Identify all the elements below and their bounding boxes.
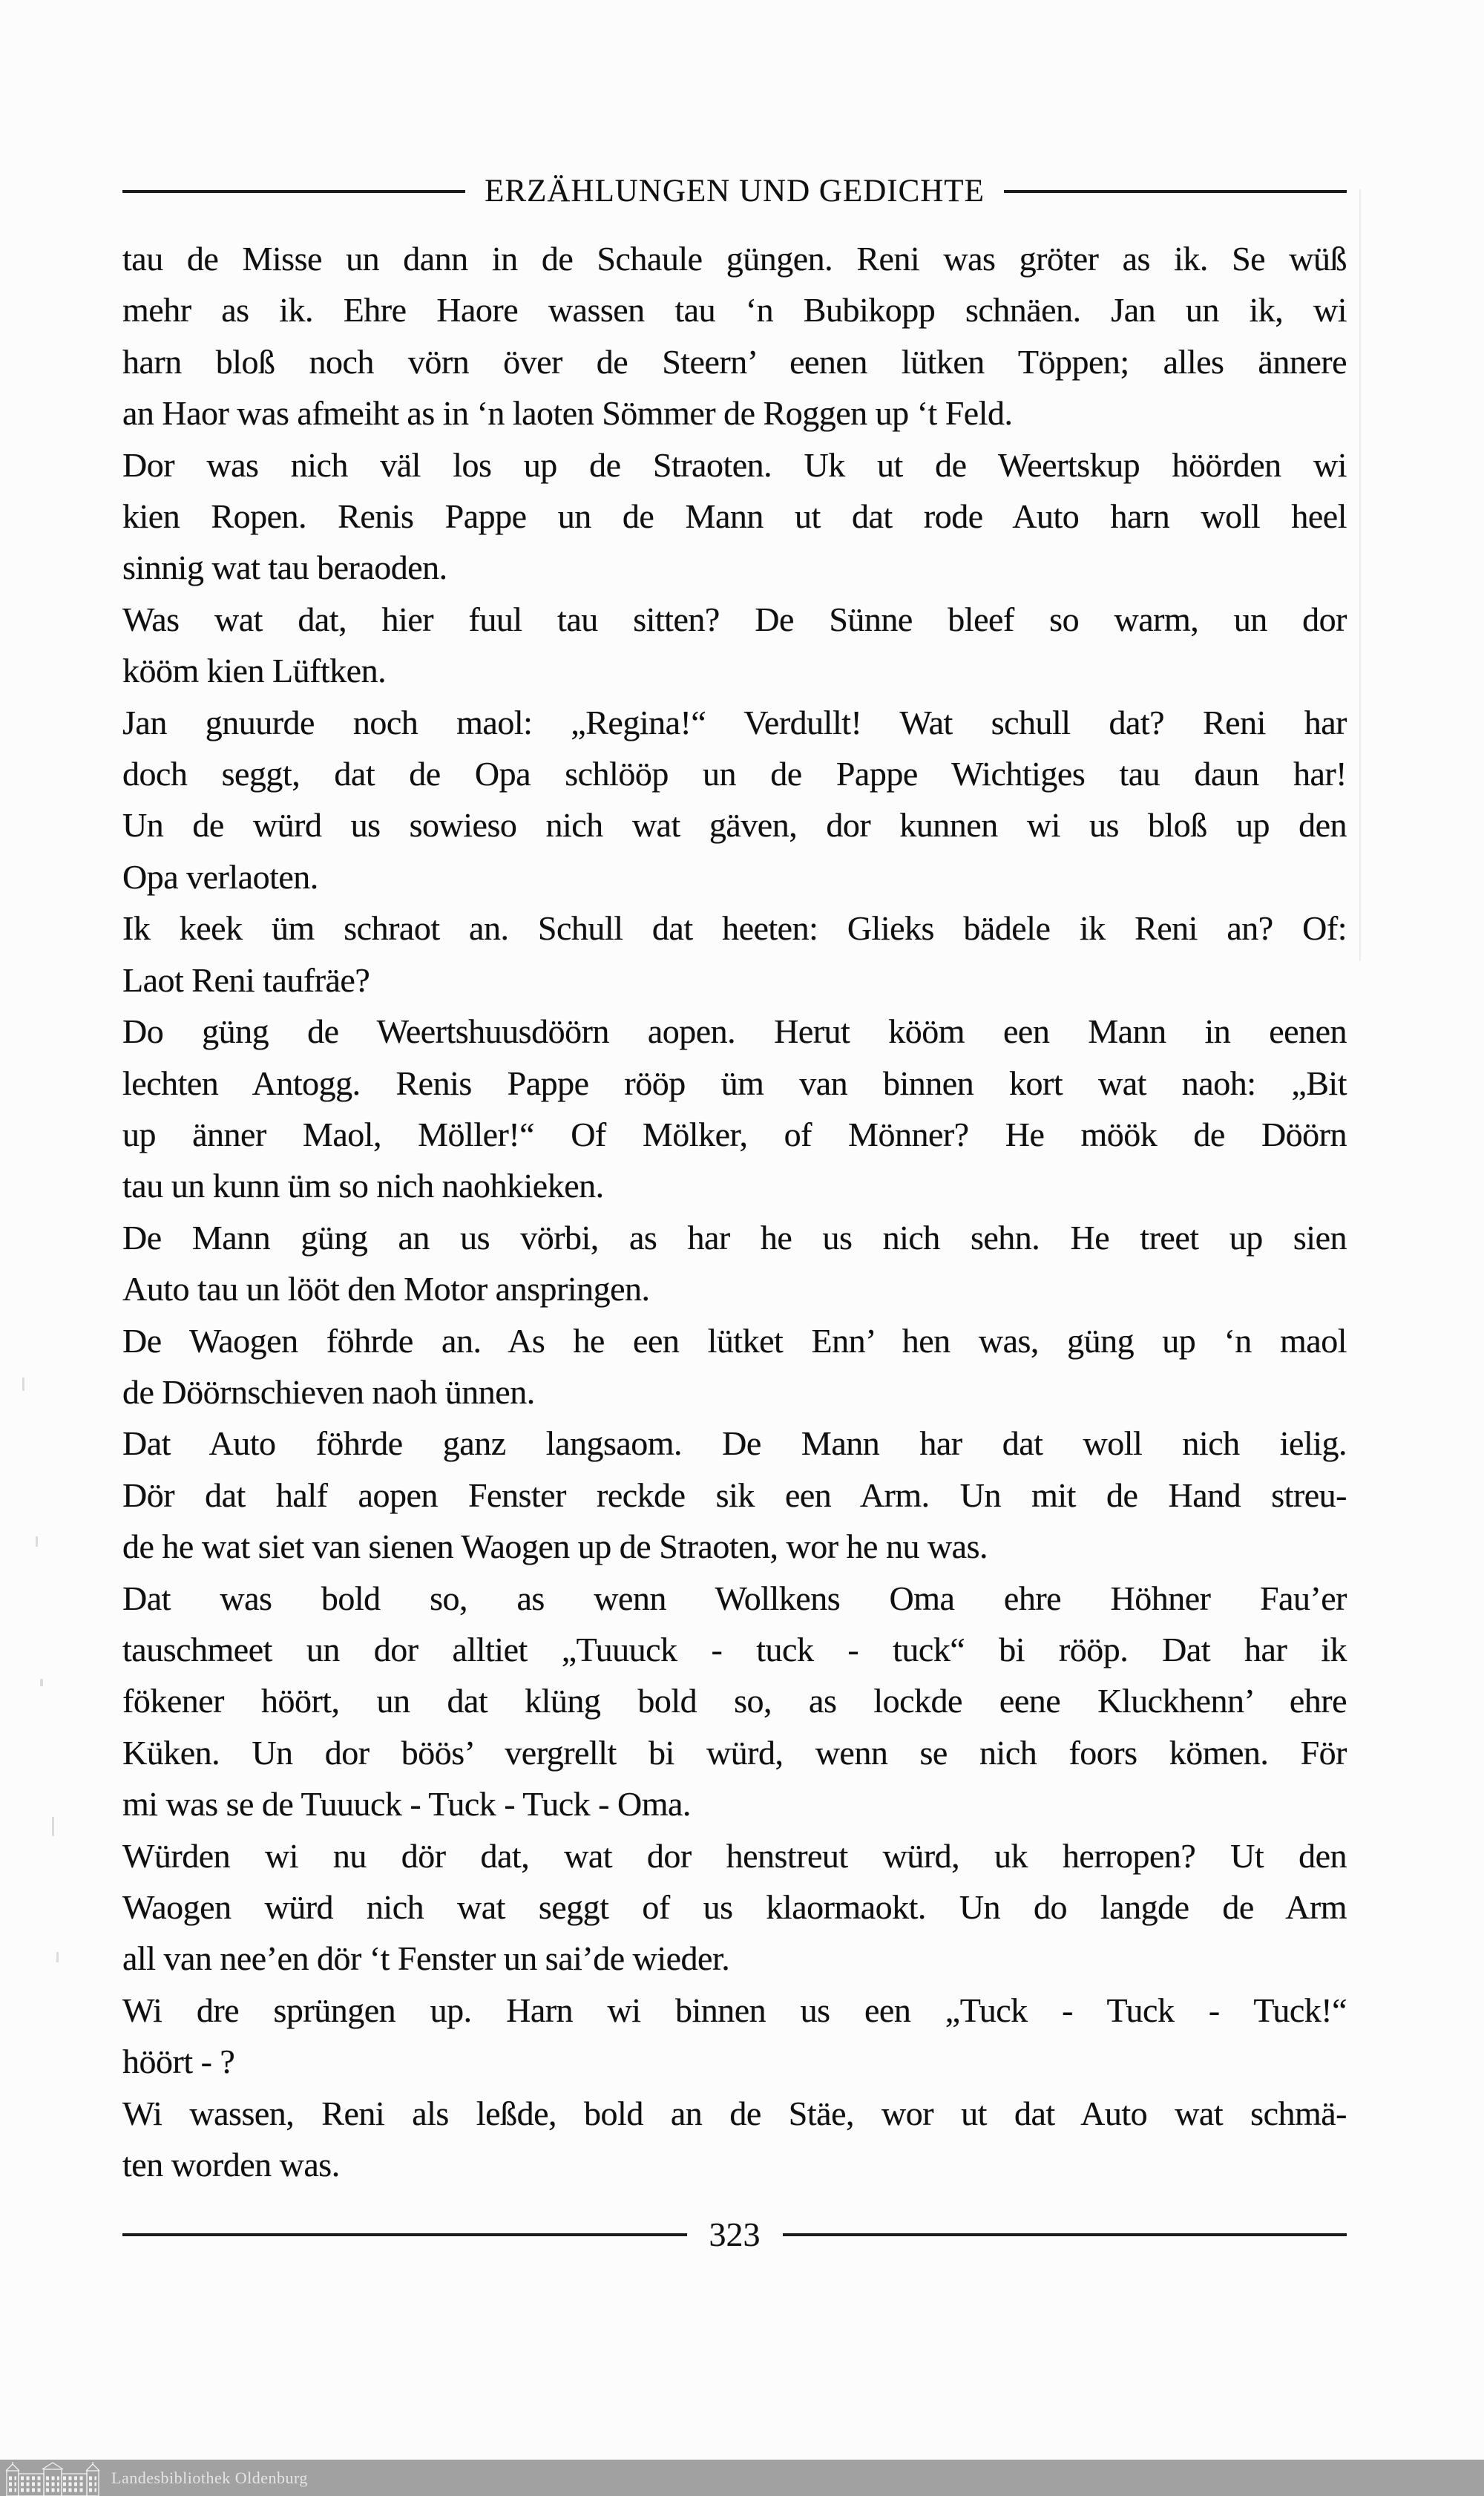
text-line: tau de Misse un dann in de Schaule güngen. Reni was gröter as ik. Se wüß bbox=[122, 240, 1347, 278]
scan-artifact bbox=[56, 1952, 59, 1962]
text-line: an Haor was afmeiht as in ‘n laoten Sömmer de Roggen up ‘t Feld. bbox=[122, 394, 1013, 433]
text-line: harn bloß noch vörn över de Steern’ eenen lütken Töppen; alles ännere bbox=[122, 342, 1347, 381]
text-line: Auto tau un lööt den Motor anspringen. bbox=[122, 1270, 650, 1308]
text-line: de Döörnschieven naoh ünnen. bbox=[122, 1372, 535, 1411]
running-head bbox=[122, 173, 1347, 209]
footer-rule-right bbox=[783, 2233, 1347, 2236]
text-line: Wi wassen, Reni als leßde, bold an de Stäe, wor ut dat Auto wat schmä- bbox=[122, 2094, 1347, 2132]
text-line: mehr as ik. Ehre Haore wassen tau ‘n Bubikopp schnäen. Jan un ik, wi bbox=[122, 291, 1347, 330]
library-building-icon bbox=[4, 2462, 101, 2496]
text-line: Wi dre sprüngen up. Harn wi binnen us een „Tuck - Tuck - Tuck!“ bbox=[122, 1991, 1347, 2029]
text-line: fökener höört, un dat klüng bold so, as lockde eene Kluckhenn’ ehre bbox=[122, 1682, 1347, 1720]
scan-artifact bbox=[36, 1536, 38, 1547]
text-line: de he wat siet van sienen Waogen up de Straoten, wor he nu was. bbox=[122, 1527, 988, 1566]
text-line: lechten Antogg. Renis Pappe rööp üm van binnen kort wat naoh: „Bit bbox=[122, 1064, 1347, 1102]
text-line: mi was se de Tuuuck - Tuck - Tuck - Oma. bbox=[122, 1785, 691, 1824]
text-line: Dor was nich väl los up de Straoten. Uk ut de Weertskup höörden wi bbox=[122, 445, 1347, 484]
text-line: Dat was bold so, as wenn Wollkens Oma ehre Höhner Fau’er bbox=[122, 1579, 1347, 1617]
text-line: kien Ropen. Renis Pappe un de Mann ut dat rode Auto harn woll heel bbox=[122, 497, 1347, 536]
text-line: Dör dat half aopen Fenster reckde sik een Arm. Un mit de Hand streu- bbox=[122, 1475, 1347, 1514]
text-line: Küken. Un dor böös’ vergrellt bi würd, wenn se nich foors kömen. För bbox=[122, 1733, 1347, 1772]
header-rule-left bbox=[122, 190, 465, 193]
text-line: Was wat dat, hier fuul tau sitten? De Sünne bleef so warm, un dor bbox=[122, 600, 1347, 638]
text-line: De Waogen föhrde an. As he een lütket Enn’ hen was, güng up ‘n maol bbox=[122, 1321, 1347, 1360]
text-line: Do güng de Weertshuusdöörn aopen. Herut kööm een Mann in eenen bbox=[122, 1012, 1347, 1051]
library-watermark-bar bbox=[0, 2460, 1484, 2496]
text-block bbox=[122, 233, 1347, 2190]
text-line: kööm kien Lüftken. bbox=[122, 652, 387, 690]
scan-artifact bbox=[40, 1679, 43, 1686]
text-line: höört - ? bbox=[122, 2043, 235, 2081]
text-line: Laot Reni taufräe? bbox=[122, 960, 370, 999]
text-line: tau un kunn üm so nich naohkieken. bbox=[122, 1167, 604, 1205]
page-number-row bbox=[122, 2215, 1347, 2254]
text-line: De Mann güng an us vörbi, as har he us nich sehn. He treet up sien bbox=[122, 1218, 1347, 1257]
library-name-label: Landesbibliothek Oldenburg bbox=[111, 2468, 308, 2487]
text-line: all van nee’en dör ‘t Fenster un sai’de wieder. bbox=[122, 1939, 730, 1978]
scan-edge-artifact bbox=[1359, 189, 1361, 961]
text-line: ten worden was. bbox=[122, 2146, 340, 2184]
header-rule-right bbox=[1004, 190, 1347, 193]
text-line: Jan gnuurde noch maol: „Regina!“ Verdullt! Wat schull dat? Reni har bbox=[122, 703, 1347, 741]
scan-artifact bbox=[52, 1817, 54, 1836]
text-line: doch seggt, dat de Opa schlööp un de Pappe Wichtiges tau daun har! bbox=[122, 755, 1347, 793]
footer-rule-left bbox=[122, 2233, 687, 2236]
text-line: Dat Auto föhrde ganz langsaom. De Mann har dat woll nich ielig. bbox=[122, 1424, 1347, 1463]
text-line: up änner Maol, Möller!“ Of Mölker, of Mönner? He möök de Döörn bbox=[122, 1115, 1347, 1153]
text-line: Un de würd us sowieso nich wat gäven, dor kunnen wi us bloß up den bbox=[122, 806, 1347, 845]
text-line: Ik keek üm schraot an. Schull dat heeten: Glieks bädele ik Reni an? Of: bbox=[122, 909, 1347, 948]
text-line: Würden wi nu dör dat, wat dor henstreut würd, uk herropen? Ut den bbox=[122, 1836, 1347, 1875]
text-line: Waogen würd nich wat seggt of us klaormaokt. Un do langde de Arm bbox=[122, 1888, 1347, 1926]
text-line: sinnig wat tau beraoden. bbox=[122, 548, 447, 587]
text-line: Opa verlaoten. bbox=[122, 857, 318, 896]
page-number: 323 bbox=[709, 2215, 761, 2253]
page-title: ERZÄHLUNGEN UND GEDICHTE bbox=[485, 174, 985, 209]
scan-artifact bbox=[22, 1378, 24, 1391]
text-line: tauschmeet un dor alltiet „Tuuuck - tuck - tuck“ bi rööp. Dat har ik bbox=[122, 1630, 1347, 1668]
